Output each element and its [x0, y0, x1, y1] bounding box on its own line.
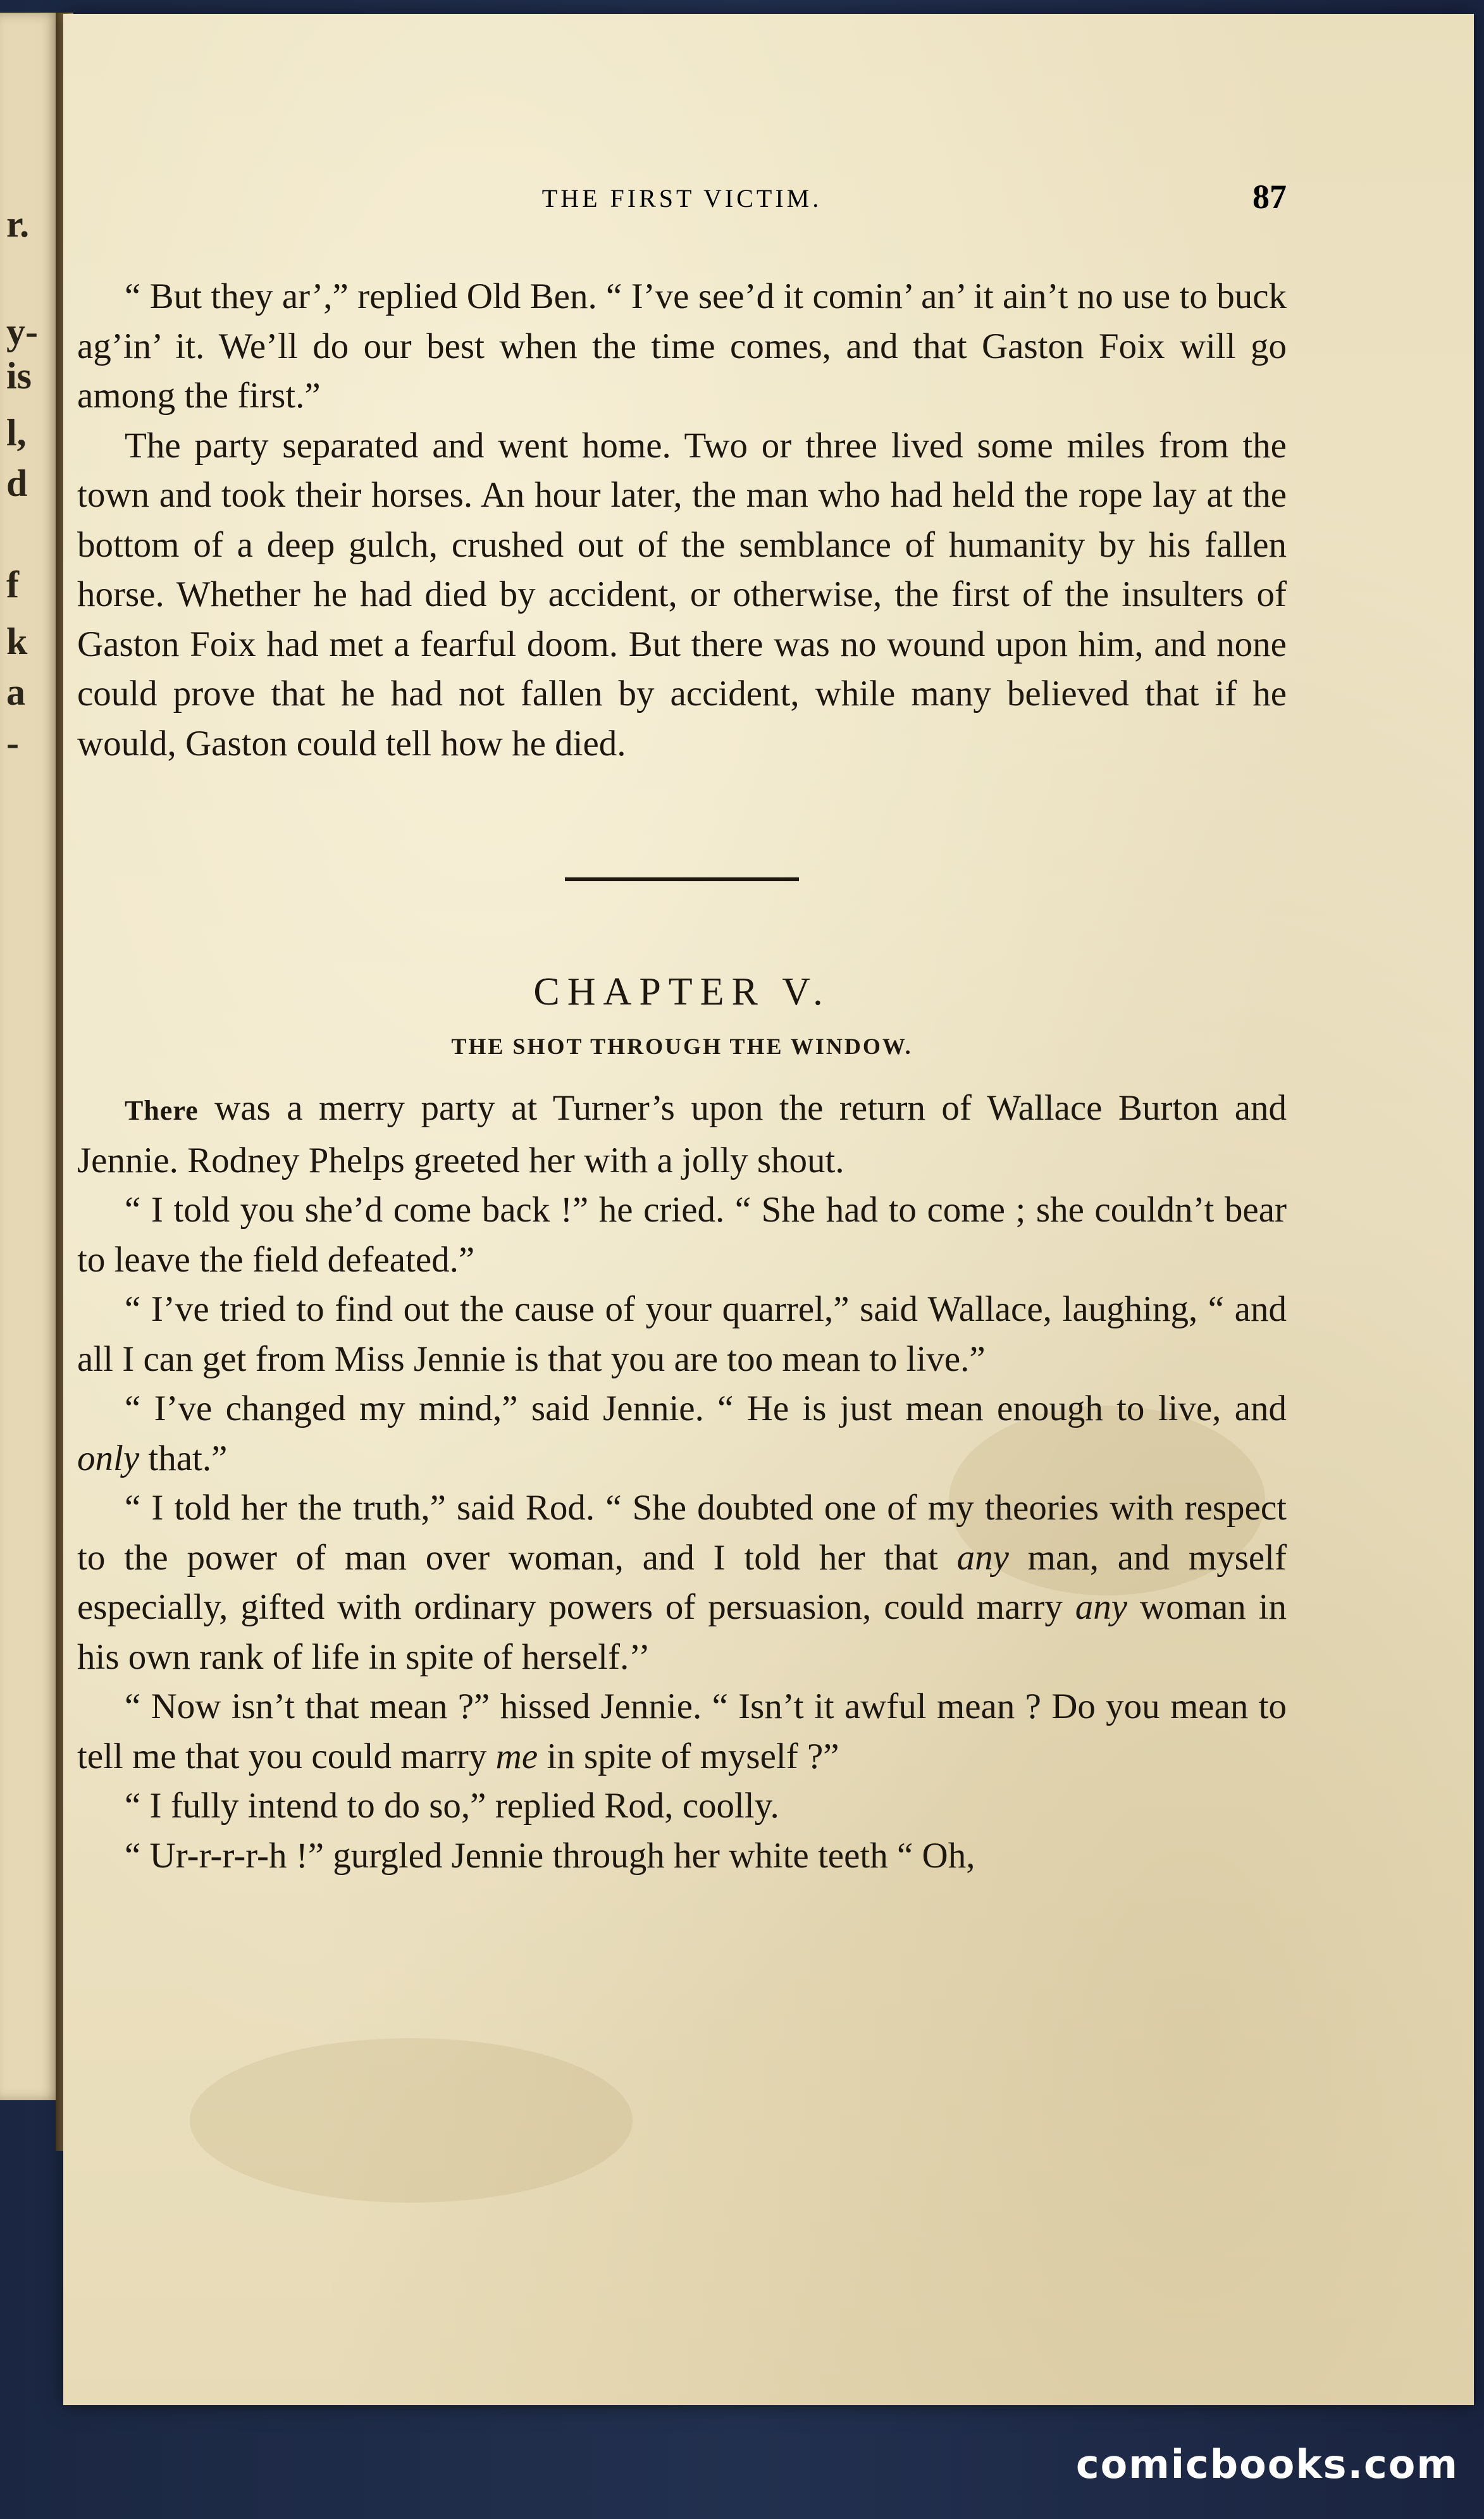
paragraph: The party separated and went home. Two or three lived some miles from the town and took their horses. An hour later, the man who had held the rope lay at the bottom of a deep gulch, crushed out of the semblance of humanity by his fallen horse. Whether he had died by accident, or otherwise, the first of the insulters of Gaston Foix had met a fearful doom. But there was no wound upon him, and none could prove that he had not fallen by accident, while many believed that if he would, Gaston could tell how he died. — [77, 425, 1287, 764]
paragraph: “ But they ar’,” replied Old Ben. “ I’ve see’d it comin’ an’ it ain’t no use to buck ag’in’ it. We’ll do our best when the time comes, and that Gaston Foix will go among the first.” — [77, 276, 1287, 416]
paragraph-text: in spite of myself ?” — [538, 1736, 839, 1776]
previous-page-edge — [0, 13, 60, 2100]
running-head-title: THE FIRST VICTIM. — [541, 184, 822, 213]
left-page-fragment: is — [6, 355, 32, 397]
paragraph-text: was a merry party at Turner’s upon the return of Wallace Burton and Jennie. Rodney Phelps greeted her with a jolly shout. — [77, 1088, 1287, 1180]
left-page-fragment: y- — [6, 311, 38, 352]
paragraph — [77, 1483, 1287, 1682]
paragraph-lead-word: There — [125, 1095, 199, 1126]
page-number: 87 — [1252, 178, 1287, 216]
paragraph-text: man, and myself especially, gifted with ordinary powers of persuasion, could marry — [77, 1537, 1287, 1627]
paragraph: “ I fully intend to do so,” replied Rod, coolly. — [125, 1786, 779, 1826]
paragraph: “ I’ve tried to find out the cause of your quarrel,” said Wallace, laughing, “ and all I can get from Miss Jennie is that you are too mean to live.” — [77, 1289, 1287, 1379]
left-page-fragment: l, — [6, 412, 27, 454]
chapter-subtitle: THE SHOT THROUGH THE WINDOW. — [451, 1034, 913, 1059]
paragraph-text: “ Now isn’t that mean ?” hissed Jennie. “ Isn’t it awful mean ? Do you mean to tell me that you could marry — [77, 1687, 1287, 1776]
running-head — [77, 177, 1287, 221]
left-page-fragment: a — [6, 671, 25, 713]
book-page — [63, 14, 1474, 2405]
section-divider — [565, 877, 799, 881]
paragraph-text: that.” — [139, 1438, 228, 1478]
left-page-fragment: r. — [6, 203, 30, 245]
left-page-fragment: f — [6, 564, 19, 605]
emphasis: any — [956, 1537, 1009, 1578]
paragraph-text: “ I told her the truth,” said Rod. “ She doubted one of my theories with respect to the power of man over woman, and I told her that — [77, 1488, 1287, 1578]
paragraph: “ Ur-r-r-r-h !” gurgled Jennie through her white teeth “ Oh, — [125, 1835, 975, 1876]
paper-stain — [190, 2038, 633, 2203]
left-page-fragment: - — [6, 722, 19, 764]
emphasis: me — [495, 1736, 538, 1776]
paragraph: “ I told you she’d come back !” he cried. “ She had to come ; she couldn’t bear to leave the field defeated.” — [77, 1190, 1287, 1280]
paragraph-text: “ I’ve changed my mind,” said Jennie. “ He is just mean enough to live, and — [125, 1389, 1287, 1428]
left-page-fragment: k — [6, 621, 28, 662]
body-text — [77, 272, 1287, 1881]
watermark: comicbooks.com — [1075, 2441, 1459, 2487]
emphasis: any — [1075, 1587, 1128, 1627]
left-page-fragment: d — [6, 462, 28, 504]
paragraph-text: woman in his own rank of life in spite of herself.’’ — [77, 1587, 1287, 1677]
chapter-title: CHAPTER V. — [533, 970, 831, 1013]
paragraph — [77, 1384, 1287, 1483]
paragraph — [77, 1084, 1287, 1185]
emphasis: only — [77, 1438, 140, 1478]
paragraph — [77, 1682, 1287, 1781]
